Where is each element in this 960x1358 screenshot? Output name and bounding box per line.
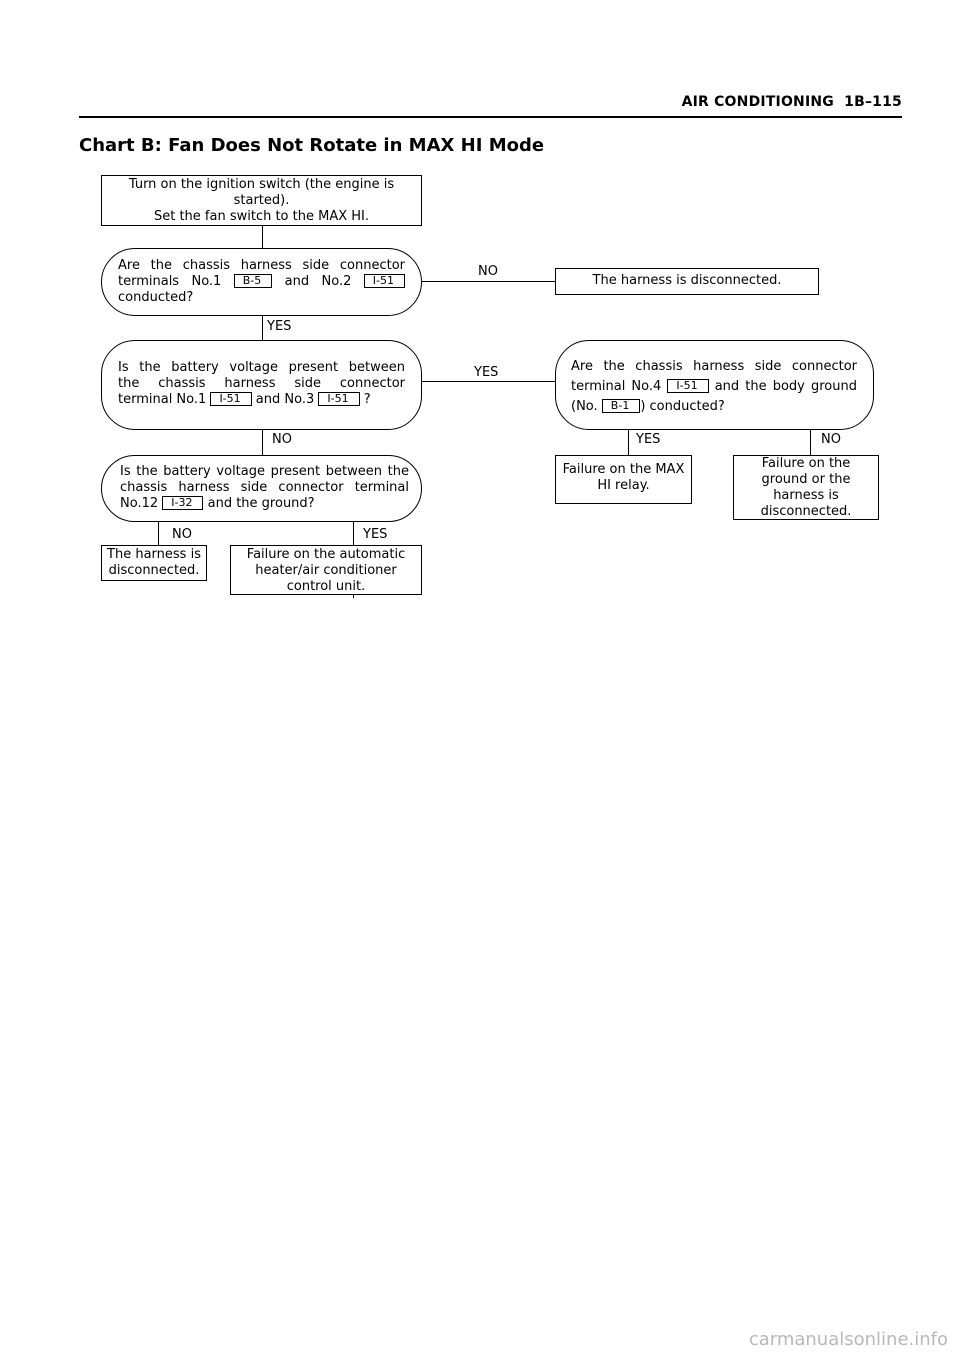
header-rule [79, 116, 902, 118]
result-control-unit-failure [230, 545, 422, 595]
q1-line-1: Are the chassis harness side connector [118, 258, 405, 273]
q1-prefix: terminals No.1 [118, 274, 222, 289]
header-section: AIR CONDITIONING [681, 94, 834, 110]
q1-line-2 [118, 274, 405, 290]
connector-tag-i51: I-51 [318, 392, 359, 406]
q1-line-3: conducted? [118, 290, 194, 305]
connector-q2-no [262, 429, 263, 455]
connector-tag-i51: I-51 [210, 392, 251, 406]
connector-tag-b1: B-1 [602, 399, 641, 413]
label-q3-yes: YES [363, 527, 388, 542]
q3-suffix: and the ground? [207, 496, 315, 511]
control-unit-line-2: heater/air conditioner [255, 563, 397, 578]
q2-suffix: ? [363, 392, 371, 407]
watermark-text: carmanualsonline.info [748, 1329, 948, 1350]
label-q1-no: NO [478, 264, 498, 279]
q4-suffix: and the body ground [714, 379, 857, 394]
q2-line-1: Is the battery voltage present between [118, 360, 405, 375]
q4-line-1: Are the chassis harness side connector [571, 359, 857, 374]
ground-line-3: harness is [773, 488, 839, 503]
label-q2-no: NO [272, 432, 292, 447]
result-harness-disconnected: The harness is disconnected. [555, 268, 819, 295]
q3-line-2: chassis harness side connector terminal [120, 480, 409, 495]
decision-q2 [101, 340, 422, 430]
ground-line-1: Failure on the [761, 456, 851, 471]
connector-start-q1 [262, 225, 263, 249]
connector-tag-i32: I-32 [162, 496, 203, 510]
label-q2-yes: YES [474, 365, 499, 380]
q4-line-3 [571, 397, 857, 417]
q3-line-1: Is the battery voltage present between the [120, 464, 409, 479]
connector-q4-no [810, 429, 811, 455]
q2-prefix: terminal No.1 [118, 392, 207, 407]
connector-q3-yes [353, 521, 354, 545]
q4-suffix-2: ) conducted? [640, 399, 725, 414]
start-line-3: Set the fan switch to the MAX HI. [153, 209, 370, 224]
connector-q4-yes [628, 429, 629, 455]
decision-q3 [101, 455, 422, 522]
q2-line-3 [118, 392, 405, 408]
q1-mid: and No.2 [284, 274, 352, 289]
q4-line-2 [571, 377, 857, 397]
control-unit-line-1: Failure on the automatic [246, 547, 406, 562]
q4-prefix-2: (No. [571, 399, 598, 414]
control-unit-line-3: control unit. [286, 579, 366, 594]
header-page-number: 1B–115 [844, 94, 902, 110]
label-q4-yes: YES [636, 432, 661, 447]
label-q4-no: NO [821, 432, 841, 447]
start-line-2: started). [233, 193, 290, 208]
label-q3-no: NO [172, 527, 192, 542]
chart-title: Chart B: Fan Does Not Rotate in MAX HI Mode [79, 135, 545, 156]
connector-q2-yes [421, 381, 556, 382]
page-header [682, 94, 902, 110]
relay-line-1: Failure on the MAX [562, 462, 685, 477]
result-harness-disconnected-small [101, 545, 207, 581]
decision-q1 [101, 248, 422, 316]
q4-prefix: terminal No.4 [571, 379, 662, 394]
connector-q1-yes [262, 315, 263, 340]
q2-mid: and No.3 [255, 392, 315, 407]
start-step-box [101, 175, 422, 226]
q3-line-3 [120, 496, 409, 512]
result-max-hi-relay [555, 455, 692, 504]
result-ground-harness [733, 455, 879, 520]
ground-line-2: ground or the [761, 472, 851, 487]
connector-tag-b5: B-5 [234, 274, 273, 288]
q2-line-2: the chassis harness side connector [118, 376, 405, 391]
ground-line-4: disconnected. [760, 504, 852, 519]
harness-small-line-2: disconnected. [108, 563, 200, 578]
label-q1-yes: YES [267, 319, 292, 334]
connector-tag-i51: I-51 [364, 274, 405, 288]
connector-q1-no [421, 281, 556, 282]
relay-line-2: HI relay. [597, 478, 650, 493]
start-line-1: Turn on the ignition switch (the engine is [128, 177, 395, 192]
connector-q3-no [158, 521, 159, 545]
harness-small-line-1: The harness is [107, 547, 201, 562]
decision-q4 [555, 340, 874, 430]
connector-tag-i51: I-51 [667, 379, 708, 393]
q3-prefix: No.12 [120, 496, 159, 511]
